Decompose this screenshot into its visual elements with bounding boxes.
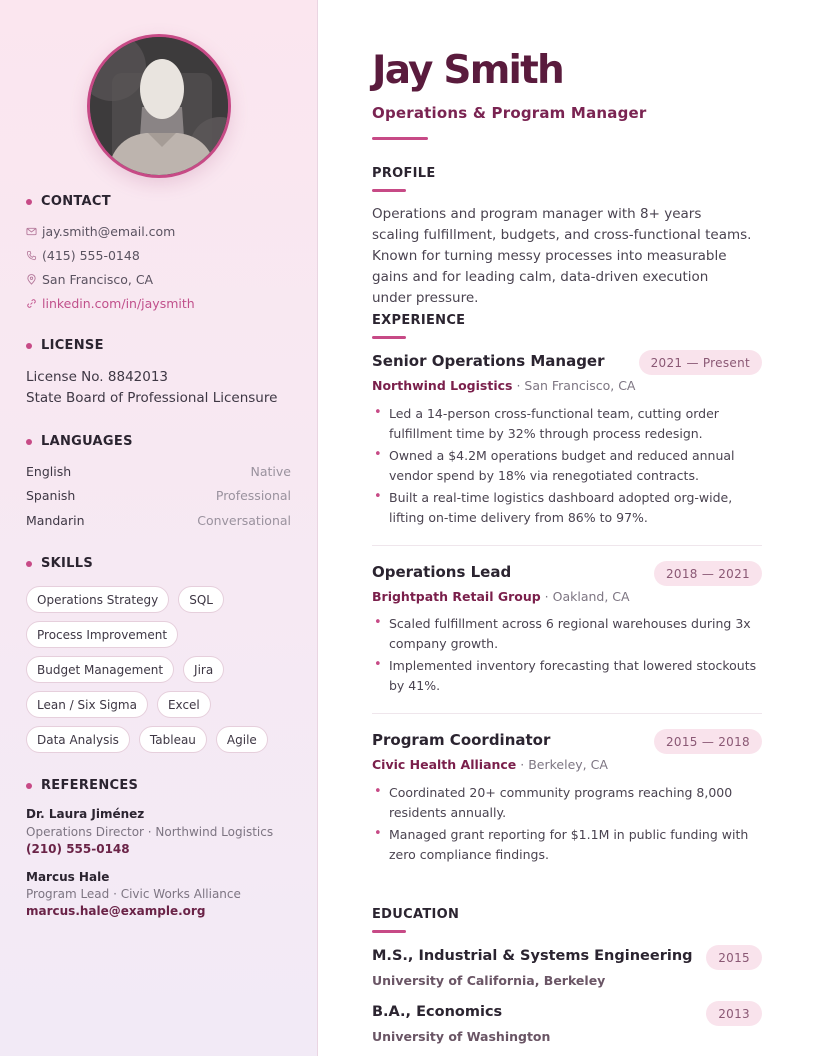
list-item: • Managed grant reporting for $1.1M in public funding with zero compliance findings. — [372, 825, 764, 864]
references-heading-label: REFERENCES — [41, 778, 139, 793]
education-school: University of California, Berkeley — [372, 973, 606, 988]
phone-icon — [26, 250, 37, 261]
section-accent-bar — [372, 930, 406, 933]
map-pin-icon — [26, 274, 37, 285]
contact-location-row — [26, 272, 153, 287]
contact-linkedin-row[interactable] — [26, 296, 195, 311]
experience-heading: EXPERIENCE — [372, 313, 466, 328]
job-location: · Oakland, CA — [540, 589, 630, 604]
contact-heading-label: CONTACT — [41, 194, 111, 209]
job-role: Senior Operations Manager — [372, 352, 605, 370]
job-company: Brightpath Retail Group — [372, 589, 541, 604]
job-company-line — [372, 589, 630, 604]
candidate-title: Operations & Program Manager — [372, 104, 647, 122]
contact-email[interactable]: jay.smith@email.com — [42, 224, 176, 239]
contact-email-row[interactable] — [26, 224, 175, 239]
education-degree: B.A., Economics — [372, 1004, 503, 1020]
reference-contact[interactable]: (210) 555-0148 — [26, 842, 130, 856]
link-icon — [26, 298, 37, 309]
job-company: Northwind Logistics — [372, 378, 513, 393]
bullet-dot — [26, 783, 32, 789]
education-school: University of Washington — [372, 1029, 551, 1044]
main-content — [318, 0, 816, 1056]
job-location: · San Francisco, CA — [512, 378, 636, 393]
job-dates-badge: 2015 — 2018 — [654, 729, 762, 754]
license-heading-label: LICENSE — [41, 338, 104, 353]
education-year-badge: 2013 — [706, 1001, 762, 1026]
job-divider — [372, 713, 762, 714]
reference-name: Dr. Laura Jiménez — [26, 807, 145, 821]
language-name: Spanish — [26, 488, 76, 503]
list-item: • Scaled fulfillment across 6 regional warehouses during 3x company growth. — [372, 614, 764, 653]
skill-chip: Operations Strategy — [26, 586, 169, 613]
skills-row — [26, 656, 224, 683]
contact-linkedin-link[interactable]: linkedin.com/in/jaysmith — [42, 296, 195, 311]
contact-heading — [26, 194, 111, 209]
mail-icon — [26, 226, 37, 237]
list-item: • Built a real-time logistics dashboard adopted org-wide, lifting on-time delivery from 86% to 97%. — [372, 488, 764, 527]
title-accent-bar — [372, 137, 428, 140]
language-level: Native — [250, 464, 291, 479]
language-row — [26, 464, 291, 479]
language-level: Conversational — [197, 513, 291, 528]
contact-location: San Francisco, CA — [42, 272, 154, 287]
job-company-line — [372, 757, 608, 772]
skill-chip: Jira — [183, 656, 224, 683]
license-number: License No. 8842013 — [26, 369, 169, 385]
contact-phone-row[interactable] — [26, 248, 140, 263]
job-company-line — [372, 378, 636, 393]
languages-heading — [26, 434, 133, 449]
job-bullets — [372, 404, 764, 530]
skill-chip: Lean / Six Sigma — [26, 691, 148, 718]
job-company: Civic Health Alliance — [372, 757, 517, 772]
skill-chip: Process Improvement — [26, 621, 178, 648]
language-row — [26, 513, 291, 528]
job-dates-badge: 2018 — 2021 — [654, 561, 762, 586]
skills-heading — [26, 556, 93, 571]
education-heading: EDUCATION — [372, 907, 460, 922]
education-year-badge: 2015 — [706, 945, 762, 970]
section-accent-bar — [372, 189, 406, 192]
person-silhouette-icon — [90, 37, 231, 178]
bullet-dot — [26, 199, 32, 205]
bullet-dot — [26, 561, 32, 567]
references-heading — [26, 778, 138, 793]
license-heading — [26, 338, 104, 353]
reference-role: Operations Director · Northwind Logistics — [26, 825, 274, 839]
skill-chip: Excel — [157, 691, 211, 718]
contact-phone[interactable]: (415) 555-0148 — [42, 248, 140, 263]
skill-chip: Data Analysis — [26, 726, 130, 753]
bullet-dot — [26, 439, 32, 445]
skills-row — [26, 586, 224, 613]
profile-summary: Operations and program manager with 8+ years scaling fulfillment, budgets, and cross-functional teams. Known for turning messy processes into measurable gains and for leading calm, data-driven execution under pressure. — [372, 206, 752, 306]
education-degree: M.S., Industrial & Systems Engineering — [372, 948, 693, 964]
skill-chip: Tableau — [139, 726, 207, 753]
skills-heading-label: SKILLS — [41, 556, 94, 571]
job-bullets — [372, 783, 764, 867]
list-item: • Coordinated 20+ community programs reaching 8,000 residents annually. — [372, 783, 764, 822]
language-level: Professional — [215, 488, 291, 503]
profile-heading: PROFILE — [372, 166, 436, 181]
job-role: Operations Lead — [372, 563, 512, 581]
skills-row — [26, 621, 178, 648]
language-row — [26, 488, 291, 503]
job-location: · Berkeley, CA — [516, 757, 608, 772]
avatar — [87, 34, 231, 178]
bullet-dot — [26, 343, 32, 349]
list-item: • Implemented inventory forecasting that lowered stockouts by 41%. — [372, 656, 764, 695]
reference-role: Program Lead · Civic Works Alliance — [26, 887, 241, 901]
section-accent-bar — [372, 336, 406, 339]
language-name: English — [26, 464, 72, 479]
job-role: Program Coordinator — [372, 731, 551, 749]
skill-chip: SQL — [178, 586, 224, 613]
job-divider — [372, 545, 762, 546]
license-board: State Board of Professional Licensure — [26, 390, 278, 406]
job-bullets — [372, 614, 764, 698]
skill-chip: Agile — [216, 726, 268, 753]
candidate-name: Jay Smith — [372, 48, 563, 93]
skills-row — [26, 691, 211, 718]
job-dates-badge: 2021 — Present — [639, 350, 762, 375]
reference-contact[interactable]: marcus.hale@example.org — [26, 904, 206, 918]
skill-chip: Budget Management — [26, 656, 174, 683]
reference-name: Marcus Hale — [26, 870, 110, 884]
list-item: • Owned a $4.2M operations budget and reduced annual vendor spend by 18% via renegotiated contracts. — [372, 446, 764, 485]
languages-heading-label: LANGUAGES — [41, 434, 133, 449]
list-item: • Led a 14-person cross-functional team, cutting order fulfillment time by 32% through process redesign. — [372, 404, 764, 443]
sidebar — [0, 0, 318, 1056]
skills-row — [26, 726, 268, 753]
language-name: Mandarin — [26, 513, 85, 528]
